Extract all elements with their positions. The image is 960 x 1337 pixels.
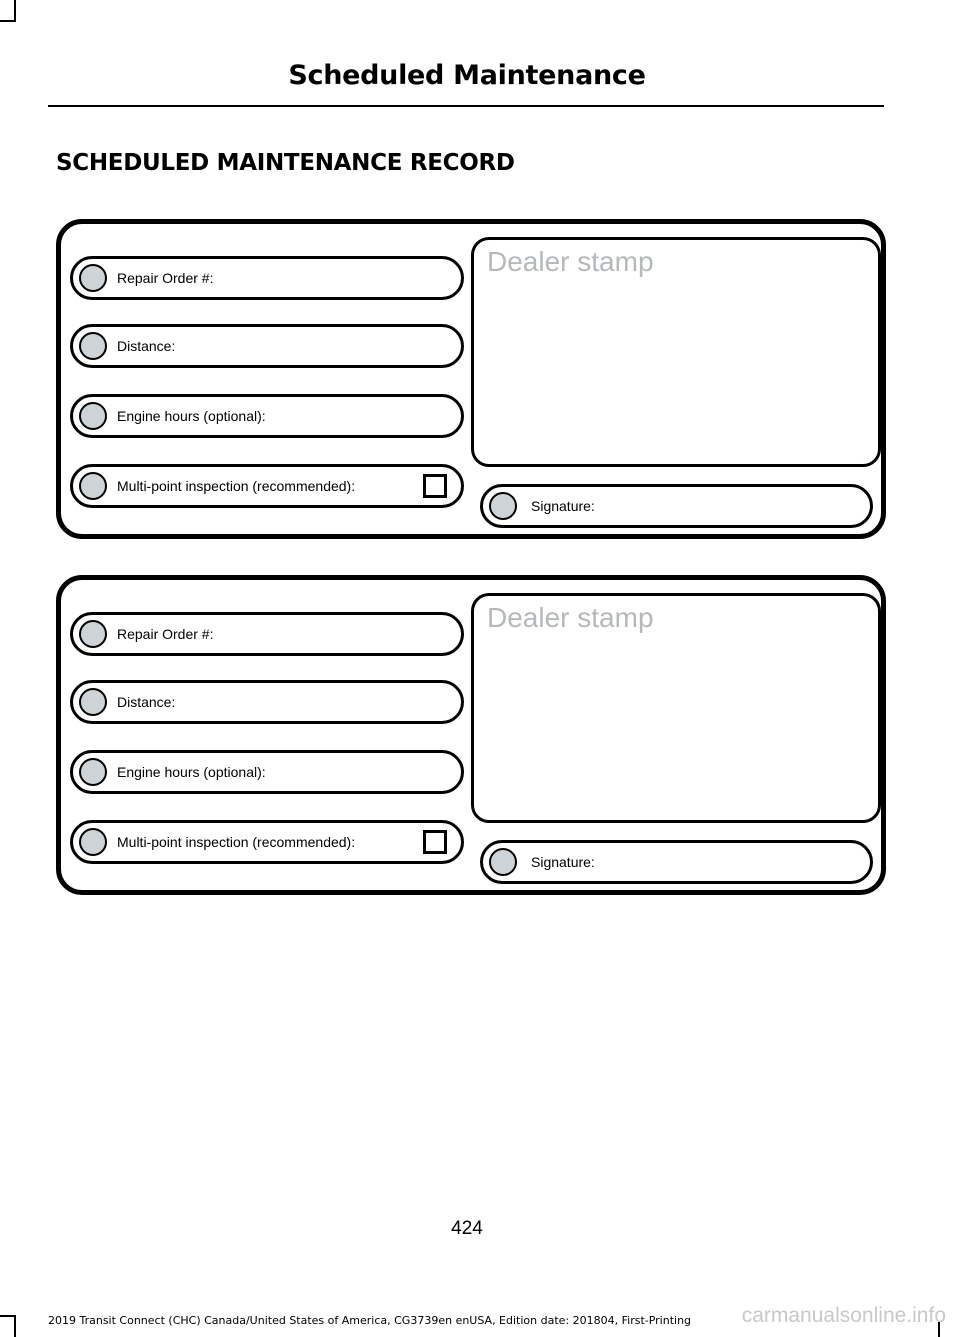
signature-field[interactable] [480, 484, 873, 528]
bullet-circle-icon [79, 264, 107, 292]
signature-label: Signature: [531, 854, 595, 870]
crop-mark [14, 0, 16, 22]
engine-hours-field[interactable] [70, 750, 464, 794]
section-title: SCHEDULED MAINTENANCE RECORD [56, 150, 515, 176]
repair-order-field[interactable] [70, 256, 464, 300]
distance-field[interactable] [70, 324, 464, 368]
bullet-circle-icon [79, 620, 107, 648]
inspection-checkbox[interactable] [423, 830, 447, 854]
repair-order-field[interactable] [70, 612, 464, 656]
crop-mark [0, 1315, 16, 1317]
dealer-stamp-box [471, 237, 881, 467]
engine-hours-label: Engine hours (optional): [117, 764, 266, 780]
bullet-circle-icon [489, 492, 517, 520]
repair-order-label: Repair Order #: [117, 270, 214, 286]
inspection-label: Multi-point inspection (recommended): [117, 478, 356, 494]
engine-hours-label: Engine hours (optional): [117, 408, 266, 424]
crop-mark [0, 20, 16, 22]
dealer-stamp-label: Dealer stamp [487, 602, 654, 633]
site-watermark: carmanualsonline.info [741, 1304, 946, 1327]
bullet-circle-icon [79, 758, 107, 786]
signature-field[interactable] [480, 840, 873, 884]
maintenance-record-card [56, 575, 886, 895]
maintenance-record-card [56, 219, 886, 539]
bullet-circle-icon [489, 848, 517, 876]
distance-label: Distance: [117, 338, 176, 354]
dealer-stamp-box [471, 593, 881, 823]
inspection-checkbox[interactable] [423, 474, 447, 498]
distance-label: Distance: [117, 694, 176, 710]
signature-label: Signature: [531, 498, 595, 514]
bullet-circle-icon [79, 688, 107, 716]
bullet-circle-icon [79, 332, 107, 360]
engine-hours-field[interactable] [70, 394, 464, 438]
bullet-circle-icon [79, 472, 107, 500]
publication-footer: 2019 Transit Connect (CHC) Canada/United States of America, CG3739en enUSA, Edition date: 201804, First-Printing [48, 1314, 692, 1327]
repair-order-label: Repair Order #: [117, 626, 214, 642]
inspection-field [70, 820, 464, 864]
crop-mark [14, 1315, 16, 1337]
bullet-circle-icon [79, 828, 107, 856]
page-number: 424 [451, 1218, 483, 1239]
distance-field[interactable] [70, 680, 464, 724]
inspection-label: Multi-point inspection (recommended): [117, 834, 356, 850]
inspection-field [70, 464, 464, 508]
page-header-title: Scheduled Maintenance [288, 60, 646, 91]
bullet-circle-icon [79, 402, 107, 430]
header-divider [48, 105, 884, 107]
dealer-stamp-label: Dealer stamp [487, 246, 654, 277]
